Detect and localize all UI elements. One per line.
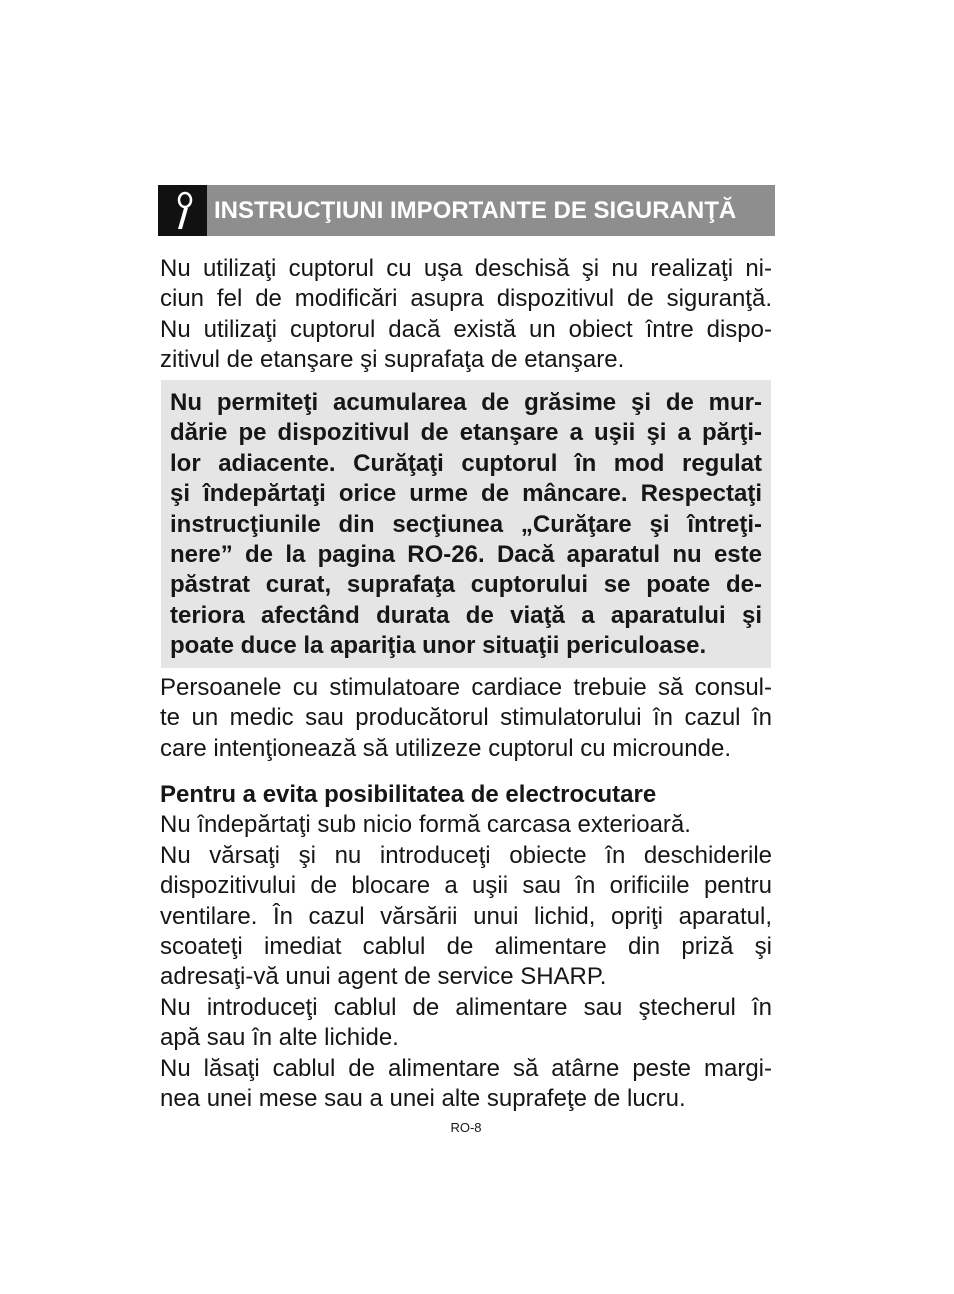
text-line (170, 570, 762, 600)
section-header (158, 185, 775, 236)
text-line-content: lor adiacente. Curăţaţi cuptorul în mod regulat (170, 449, 762, 477)
text-line-content: care intenţionează să utilizeze cuptorul cu microunde. (160, 734, 731, 762)
text-line (170, 388, 762, 418)
text-line-content: Persoanele cu stimulatoare cardiace trebuie să consul- (160, 674, 772, 701)
text-line-content: Nu utilizaţi cuptorul dacă există un obiect între dispo- (160, 315, 772, 343)
section-heading (160, 780, 772, 810)
text-line-content: Nu vărsaţi şi nu introduceţi obiecte în deschiderile (160, 841, 772, 869)
text-line-content: ciun fel de modificări asupra dispozitivul de siguranţă. (160, 285, 772, 313)
text-line (160, 841, 772, 871)
page-title-text: INSTRUCŢIUNI IMPORTANTE DE SIGURANŢĂ (214, 197, 737, 224)
text-line-content: nere” de la pagina RO-26. Dacă aparatul nu este (170, 541, 762, 569)
text-line (160, 254, 772, 284)
text-line (170, 479, 762, 509)
text-line (160, 345, 772, 375)
text-line-content: păstrat curat, suprafaţa cuptorului se poate de- (170, 571, 762, 599)
text-line-content: şi îndepărtaţi orice urme de mâncare. Respectaţi (170, 480, 762, 508)
text-line-content: instrucţiunile din secţiunea „Curăţare şi întreţi- (170, 510, 762, 538)
text-line (160, 932, 772, 962)
text-line-content: ventilare. În cazul vărsării unui lichid, opriţi aparatul, (160, 902, 772, 930)
header-title-bar (207, 185, 775, 236)
text-line (160, 962, 772, 992)
info-icon (158, 185, 207, 236)
text-line (160, 1084, 772, 1114)
text-line (160, 871, 772, 901)
text-line-content: Nu permiteţi acumularea de grăsime şi de mur- (170, 389, 762, 416)
text-line (170, 631, 762, 661)
page-number-text: RO-8 (450, 1120, 482, 1135)
text-line-content: te un medic sau producătorul stimulatorului în cazul în (160, 704, 772, 732)
paragraph (160, 810, 772, 840)
text-line-content: poate duce la apariţia unor situaţii periculoase. (170, 632, 707, 660)
text-line-content: teriora afectând durata de viaţă a aparatului şi (170, 601, 762, 629)
electrocution-section (160, 780, 772, 1114)
text-line (160, 703, 772, 733)
text-line-content: scoateţi imediat cablul de alimentare din priză şi (160, 933, 772, 961)
text-line (160, 1023, 772, 1053)
text-line-content: nea unei mese sau a unei alte suprafeţe de lucru. (160, 1085, 686, 1113)
paragraph-door-safety (160, 254, 772, 376)
text-line-content: dispozitivului de blocare a uşii sau în orificiile pentru (160, 872, 772, 900)
paragraph (160, 1054, 772, 1115)
text-line (160, 673, 772, 703)
section-heading-text: Pentru a evita posibilitatea de electrocutare (160, 781, 657, 808)
text-line (170, 601, 762, 631)
paragraph-pacemaker (160, 673, 772, 764)
text-line-content: Nu utilizaţi cuptorul cu uşa deschisă şi nu realizaţi ni- (160, 255, 772, 282)
page-title (214, 197, 765, 225)
text-line (160, 902, 772, 932)
warning-box (161, 380, 771, 668)
text-line-content: Nu introduceţi cablul de alimentare sau ştecherul în (160, 993, 772, 1021)
text-line (160, 810, 772, 840)
page-number (0, 1120, 932, 1136)
text-line-content: adresaţi-vă unui agent de service SHARP. (160, 963, 607, 991)
text-line (160, 284, 772, 314)
text-line-content: dărie pe dispozitivul de etanşare a uşii şi a părţi- (170, 419, 762, 447)
text-line (160, 734, 772, 764)
text-line (170, 510, 762, 540)
text-line (160, 315, 772, 345)
text-line-content: apă sau în alte lichide. (160, 1024, 399, 1052)
text-line-content: zitivul de etanşare şi suprafaţa de etanşare. (160, 346, 625, 374)
text-line (160, 1054, 772, 1084)
info-icon-glyph (168, 190, 198, 232)
text-line (170, 540, 762, 570)
text-line (170, 418, 762, 448)
paragraph (160, 993, 772, 1054)
text-line (170, 449, 762, 479)
text-line-content: Nu îndepărtaţi sub nicio formă carcasa exterioară. (160, 811, 691, 839)
text-line-content: Nu lăsaţi cablul de alimentare să atârne peste margi- (160, 1054, 772, 1082)
text-line (160, 993, 772, 1023)
paragraph (160, 841, 772, 993)
